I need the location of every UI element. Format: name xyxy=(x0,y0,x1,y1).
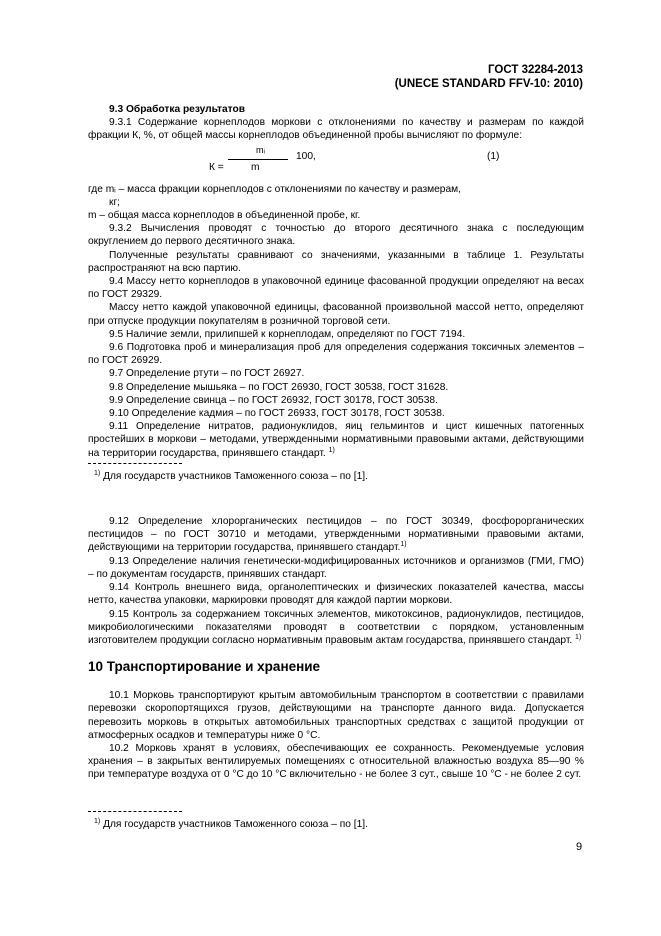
paragraph-9-15 xyxy=(88,608,584,648)
footnote-separator xyxy=(88,811,182,818)
footnote-2-text: Для государств участников Таможенного союза – по [1]. xyxy=(103,818,368,830)
footnote-ref: 1) xyxy=(328,446,335,454)
footnote-2 xyxy=(88,818,584,831)
paragraph-9-9: 9.9 Определение свинца – по ГОСТ 26932, ГОСТ 30178, ГОСТ 30538. xyxy=(109,394,438,406)
paragraph-9-13: 9.13 Определение наличия генетически-модифицированных источников и организмов (ГМИ, ГМО) – по документам государств, принявших стандарт. xyxy=(88,555,584,580)
page-number: 9 xyxy=(576,841,583,853)
paragraph-9-12-text: 9.12 Определение хлорорганических пестицидов – по ГОСТ 30349, фосфорорганических пестицидов – по ГОСТ 30710 и методами, утвержденными нормативными правовыми актами, действующими на территории государства, принявшего стандарт. xyxy=(88,516,584,554)
footnote-separator xyxy=(88,463,182,470)
paragraph-9-3-2: 9.3.2 Вычисления проводят с точностью до второго десятичного знака с последующим округлением до первого десятичного знака. xyxy=(88,223,584,248)
formula-number: (1) xyxy=(487,150,500,162)
formula-lhs: К = xyxy=(209,161,224,173)
paragraph-10-1: 10.1 Морковь транспортируют крытым автомобильным транспортом в соответствии с правилами перевозки скоропортящихся грузов, действующими на транспорте данного вида. Допускается перевозить морковь в открытых автомобильных транспортных средствах с защитой продукции от атмосферных осадков и температуры ниже 0 °С. xyxy=(88,690,584,741)
paragraph-results: Полученные результаты сравнивают со значениями, указанными в таблице 1. Результаты распространяют на всю партию. xyxy=(88,249,584,274)
formula-m-definition: m – общая масса корнеплодов в объединенной пробе, кг. xyxy=(88,210,361,222)
footnote-1-text: Для государств участников Таможенного союза – по [1]. xyxy=(103,470,368,482)
footnote-mark: 1) xyxy=(94,469,101,477)
footnote-1 xyxy=(88,470,584,483)
footnote-ref: 1) xyxy=(400,541,407,549)
paragraph-9-14: 9.14 Контроль внешнего вида, органолептических и физических показателей качества, массы нетто, качества упаковки, маркировки проводят для каждой партии моркови. xyxy=(88,582,584,607)
document-header xyxy=(395,63,583,91)
section-10-title: 10 Транспортирование и хранение xyxy=(88,659,321,675)
page-body xyxy=(88,103,584,831)
paragraph-9-4: 9.4 Массу нетто корнеплодов в упаковочной единице фасованной продукции определяют на весах по ГОСТ 29329. xyxy=(88,276,584,301)
paragraph-9-5: 9.5 Наличие земли, прилипшей к корнеплодам, определяют по ГОСТ 7194. xyxy=(109,328,466,340)
paragraph-9-8: 9.8 Определение мышьяка – по ГОСТ 26930, ГОСТ 30538, ГОСТ 31628. xyxy=(109,381,449,393)
paragraph-9-15-text: 9.15 Контроль за содержанием токсичных элементов, микотоксинов, радионуклидов, пестицидов, микробиологическими показателями проводят в соответствии с порядком, установленным изготовителем продукции согласно нормативным правовым актам государства, принявшего стандарт. xyxy=(88,608,584,646)
footnote-mark: 1) xyxy=(94,817,101,825)
standard-equivalent: (UNECE STANDARD FFV-10: 2010) xyxy=(394,78,583,90)
formula-factor: 100, xyxy=(296,150,316,162)
formula-1 xyxy=(88,143,584,183)
formula-where-line: где mᵢ – масса фракции корнеплодов с отклонениями по качеству и размерам, xyxy=(88,183,461,195)
paragraph-10-2: 10.2 Морковь хранят в условиях, обеспечивающих ее сохранность. Рекомендуемые условия хранения – в закрытых вентилируемых помещениях с относительной влажностью воздуха 85—90 % при температуре воздуха от 0 °С до 10 °С включительно - не более 3 сут., свыше 10 °С - не более 2 сут. xyxy=(88,742,584,781)
paragraph-9-7: 9.7 Определение ртути – по ГОСТ 26927. xyxy=(109,368,305,380)
paragraph-net-mass: Массу нетто каждой упаковочной единицы, фасованной произвольной массой нетто, определяют при отпуске продукции покупателям в розничной торговой сети. xyxy=(88,302,584,327)
section-9-3-title: 9.3 Обработка результатов xyxy=(109,104,246,115)
paragraph-9-11-text: 9.11 Определение нитратов, радионуклидов, яиц гельминтов и цист кишечных патогенных простейших в моркови – методами, утвержденными нормативными правовыми актами, действующими на территории государства, принявшего стандарт. xyxy=(88,421,584,459)
paragraph-9-10: 9.10 Определение кадмия – по ГОСТ 26933, ГОСТ 30178, ГОСТ 30538. xyxy=(109,408,445,420)
formula-denominator: m xyxy=(251,161,260,173)
standard-code: ГОСТ 32284-2013 xyxy=(488,64,583,76)
spacer xyxy=(88,782,584,808)
formula-numerator: mᵢ xyxy=(256,144,265,155)
paragraph-9-3-1: 9.3.1 Содержание корнеплодов моркови с отклонениями по качеству и размерам по каждой фракции К, %, от общей массы корнеплодов объединенной пробы вычисляют по формуле: xyxy=(88,117,584,142)
spacer xyxy=(88,483,584,515)
paragraph-9-11 xyxy=(88,420,584,460)
footnote-ref: 1) xyxy=(575,633,582,641)
paragraph-9-6: 9.6 Подготовка проб и минерализация проб для определения содержания токсичных элементов – по ГОСТ 26929. xyxy=(88,342,584,367)
paragraph-9-12 xyxy=(88,515,584,555)
formula-where-unit: кг; xyxy=(109,196,121,208)
fraction-bar xyxy=(228,159,288,160)
